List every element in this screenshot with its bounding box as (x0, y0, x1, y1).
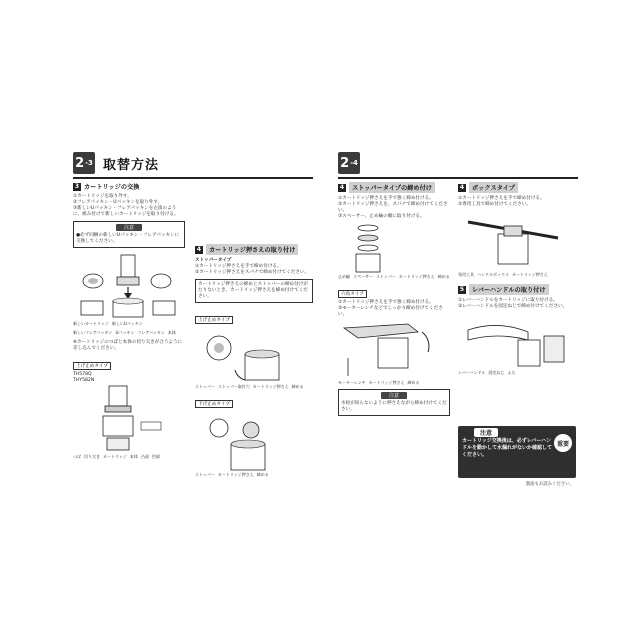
section-box-type (458, 182, 576, 376)
hex-wrench-diagram (338, 318, 448, 380)
step-2: ②専用工具で締め付けてください。 (458, 202, 532, 207)
stopper-up-labels: ストッパー ストッパー取付穴 カートリッジ押さえ 締める (195, 384, 304, 389)
section-stopper-tighten (338, 182, 450, 419)
section-number: 5 (459, 286, 465, 293)
stopper-assembly-labels: 止め輪 スペーサー ストッパー カートリッジ押さえ 締める (338, 274, 450, 279)
right-page (338, 148, 578, 493)
section-title: カートリッジ押さえの取り付け (206, 244, 298, 255)
warning-label: 注意 (381, 392, 407, 399)
caution-label: 注意 (474, 428, 498, 437)
note-text: ※カートリッジのつばと本体の切り欠きが合うように差し込んでください。 (73, 340, 183, 351)
hex-type-tag: 六角タイプ (338, 290, 367, 298)
left-page-header (73, 152, 159, 174)
section-number: 4 (459, 184, 465, 191)
section-cartridge-holder (195, 244, 313, 478)
footnote: 裏面もお読みください。 (525, 482, 574, 487)
right-page-badge: 2 -4 (338, 152, 360, 174)
cartridge-diagram (73, 251, 183, 321)
header-rule (338, 177, 578, 179)
lever-handle-diagram (458, 310, 574, 370)
warning-text: 水栓が回らないように押さえながら締め付けてください。 (341, 401, 447, 412)
left-page-badge: 2 -3 (73, 152, 95, 174)
step-1: ①レバーハンドルをカートリッジに取り付ける。 (458, 298, 558, 303)
stopper-assembly-diagram (338, 220, 448, 274)
stopper-down-labels: ストッパー カートリッジ押さえ 締める (195, 472, 269, 477)
step-2: ②フレアパッキン・Uパッキンを取り外す。 (73, 200, 163, 205)
step-1: ①カートリッジ押さえを手で締め付ける。 (458, 196, 545, 201)
warning-label: 注意 (116, 224, 142, 231)
section-number: 3 (74, 183, 80, 190)
step-1: ①カートリッジを取り外す。 (73, 194, 132, 199)
stopper-down-diagram (195, 410, 311, 472)
hex-step-2: ②モーターレンチなどでしっかり締め付けてください。 (338, 306, 443, 317)
type-tag-down: 下げ止めタイプ (195, 400, 233, 408)
diagram-labels: 新しいカートリッジ 新しいUパッキン 新しいフレアパッキン Uパッキン フレアパッキン 本体 (73, 321, 176, 335)
cartridge-insert-diagram (73, 384, 183, 454)
section-cartridge-replace (73, 182, 185, 460)
section-number: 4 (196, 246, 202, 253)
section-title: レバーハンドルの取り付け (469, 284, 549, 295)
section-title: カートリッジの交換 (84, 184, 140, 191)
right-page-header (338, 152, 360, 174)
hex-labels: モーターレンチ カートリッジ押さえ 締める (338, 380, 420, 385)
hex-step-1: ①カートリッジ押さえを手で強く締め付ける。 (338, 300, 434, 305)
type-model-2: THY582N (73, 378, 95, 383)
warning-box (73, 221, 185, 248)
type-tag-up: 上げ止めタイプ (73, 362, 111, 370)
sub-title: ストッパータイプ (195, 258, 232, 263)
section-title: ボックスタイプ (469, 182, 518, 193)
important-icon: 重要 (554, 434, 572, 452)
info-box: カートリッジ押さえの締めとストッパーの締め付けがたりないとき、カートリッジ押さえを締め付けてください。 (195, 279, 313, 303)
box-labels: 専用工具 ハンドルボックス カートリッジ押さえ (458, 272, 548, 277)
step-1: ①カートリッジ押さえを手で締め付ける。 (195, 264, 282, 269)
warning-box (338, 389, 450, 416)
stopper-up-diagram (195, 326, 311, 384)
step-3: ③スペーサー、止め輪の順に取り付ける。 (338, 214, 425, 219)
caution-panel (458, 426, 576, 478)
type-tag-up: 上げ止めタイプ (195, 316, 233, 324)
step-2: ②カートリッジ押さえをスパナで締め付けてください。 (195, 270, 310, 275)
type-model-1: TH578Q (73, 372, 92, 377)
warning-text: ●必ず同梱の新しいUパッキン・フレアパッキンに交換してください。 (76, 233, 180, 244)
lever-labels: レバーハンドル 固定ねじ ふた (458, 370, 516, 375)
part-labels: つば 切り欠き カートリッジ 本体 凸部 凹部 (73, 454, 160, 459)
box-tool-diagram (458, 208, 574, 272)
section-number: 4 (339, 184, 345, 191)
left-page (73, 148, 313, 493)
step-2: ②レバーハンドルを固定ねじで締め付けてください。 (458, 304, 568, 309)
header-rule (73, 177, 313, 179)
caution-text: カートリッジ交換後は、必ずレバーハンドルを動かして水漏れがないか確認してください。 (462, 438, 553, 458)
step-2: ②カートリッジ押さえを、スパナで締め付けてください。 (338, 202, 448, 213)
page-title: 取替方法 (103, 157, 160, 173)
step-1: ①カートリッジ押さえを手で強く締め付ける。 (338, 196, 434, 201)
step-3: ③新しいUパッキン・フレアパッキンを左図のように、組み付けて新しいカートリッジを取り付ける。 (73, 206, 179, 217)
section-title: ストッパータイプの締め付け (349, 182, 435, 193)
